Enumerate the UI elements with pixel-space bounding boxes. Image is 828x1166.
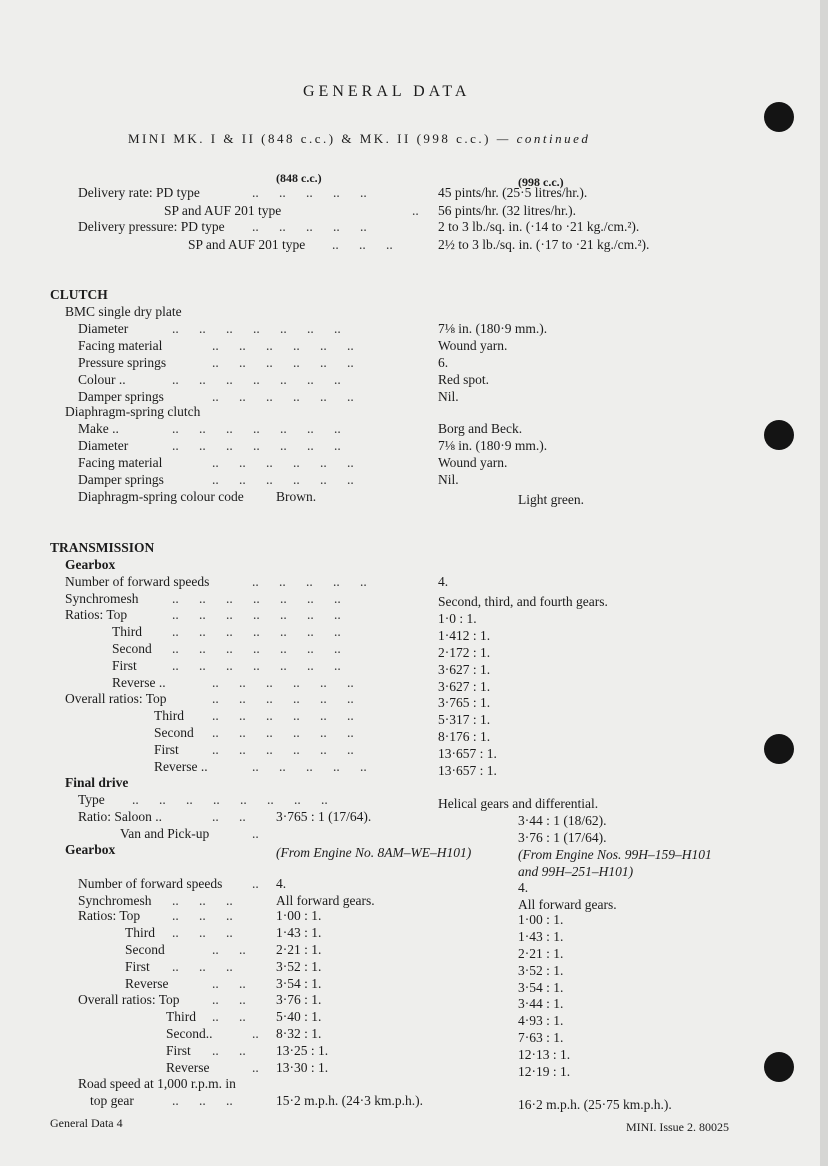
- delivery-pressure-sp-value: 2½ to 3 lb./sq. in. (·17 to ·21 kg./cm.²).: [438, 237, 650, 252]
- overall-third-label: Third: [154, 708, 184, 723]
- leader-dots: .. .. ..: [332, 237, 393, 252]
- leader-dots: .. .. .. .. .. ..: [212, 389, 354, 404]
- sp-auf-label: SP and AUF 201 type: [164, 203, 282, 218]
- g2-ratio-third-848: 1·43 : 1.: [276, 925, 322, 940]
- type-value: Helical gears and differential.: [438, 796, 599, 811]
- leader-dots: .. .. ..: [172, 893, 233, 908]
- g2-ratio-third-998: 1·43 : 1.: [518, 929, 564, 944]
- g2-overall-first-848: 13·25 : 1.: [276, 1043, 329, 1058]
- road-speed-label-b: top gear: [90, 1093, 134, 1108]
- g2-ratio-second-label: Second: [125, 942, 165, 957]
- leader-dots: .. .. ..: [172, 925, 233, 940]
- leader-dots: .. .. .. .. ..: [252, 185, 367, 200]
- g2-overall-reverse-label: Reverse: [166, 1060, 210, 1075]
- ratio-reverse-label: Reverse ..: [112, 675, 166, 690]
- synchromesh-value: Second, third, and fourth gears.: [438, 594, 608, 609]
- g2-overall-top-848: 3·76 : 1.: [276, 992, 322, 1007]
- g2-overall-third-label: Third: [166, 1009, 196, 1024]
- delivery-rate-label: Delivery rate: PD type: [78, 185, 200, 200]
- ratio-third-label: Third: [112, 624, 142, 639]
- forward-speeds-label: Number of forward speeds: [65, 574, 210, 589]
- leader-dots: .. .. .. .. ..: [252, 574, 367, 589]
- leader-dots: .. ..: [212, 992, 246, 1007]
- g2-overall-top-label: Overall ratios: Top: [78, 992, 180, 1007]
- leader-dots: .. .. .. .. .. .. .. ..: [132, 792, 328, 807]
- leader-dots: ..: [252, 876, 259, 891]
- binder-hole-icon: [764, 734, 794, 764]
- type-label: Type: [78, 792, 105, 807]
- pressure-springs-label: Pressure springs: [78, 355, 167, 370]
- g2-ratio-second-848: 2·21 : 1.: [276, 942, 322, 957]
- leader-dots: .. .. .. .. ..: [252, 759, 367, 774]
- ratio-first-value: 3·627 : 1.: [438, 662, 491, 677]
- page-subtitle: [128, 131, 590, 147]
- leader-dots: .. .. .. .. .. ..: [212, 725, 354, 740]
- diameter-value: 7⅛ in. (180·9 mm.).: [438, 321, 548, 336]
- from-engine-848: (From Engine No. 8AM–WE–H101): [276, 845, 472, 860]
- subtitle-main: MINI MK. I & II (848 c.c.) & MK. II (998 c.c.): [128, 131, 492, 146]
- g2-ratio-second-998: 2·21 : 1.: [518, 946, 564, 961]
- leader-dots: .. .. .. .. .. .. ..: [172, 658, 341, 673]
- leader-dots: .. .. ..: [172, 959, 233, 974]
- leader-dots: .. ..: [212, 976, 246, 991]
- road-speed-label-a: Road speed at 1,000 r.p.m. in: [78, 1076, 236, 1091]
- saloon-848-value: 3·765 : 1 (17/64).: [276, 809, 372, 824]
- clutch-heading: CLUTCH: [50, 287, 108, 302]
- leader-dots: ..: [252, 1060, 259, 1075]
- diameter-value: 7⅛ in. (180·9 mm.).: [438, 438, 548, 453]
- g2-overall-first-label: First: [166, 1043, 191, 1058]
- delivery-pressure-label: Delivery pressure: PD type: [78, 219, 225, 234]
- column-header-848: (848 c.c.): [276, 171, 322, 185]
- make-label: Make ..: [78, 421, 119, 436]
- leader-dots: .. .. .. .. .. .. ..: [172, 591, 341, 606]
- binder-hole-icon: [764, 420, 794, 450]
- ratio-first-label: First: [112, 658, 137, 673]
- diameter-label: Diameter: [78, 321, 129, 336]
- pressure-springs-value: 6.: [438, 355, 449, 370]
- ratio-third-value: 1·412 : 1.: [438, 628, 491, 643]
- leader-dots: .. .. .. .. .. .. ..: [172, 421, 341, 436]
- g2-forward-848: 4.: [276, 876, 287, 891]
- subtitle-continued: — continued: [496, 131, 591, 146]
- synchromesh-label: Synchromesh: [65, 591, 139, 606]
- leader-dots: .. .. .. .. .. ..: [212, 455, 354, 470]
- final-drive-heading: Final drive: [65, 775, 129, 790]
- damper-springs-label: Damper springs: [78, 472, 164, 487]
- g2-overall-reverse-998: 12·19 : 1.: [518, 1064, 571, 1079]
- g2-ratio-first-848: 3·52 : 1.: [276, 959, 322, 974]
- diameter-label: Diameter: [78, 438, 129, 453]
- ratio-second-label: Second: [112, 641, 152, 656]
- overall-reverse-label: Reverse ..: [154, 759, 208, 774]
- ratio-reverse-value: 3·627 : 1.: [438, 679, 491, 694]
- ratio-second-value: 2·172 : 1.: [438, 645, 491, 660]
- g2-overall-top-998: 3·44 : 1.: [518, 996, 564, 1011]
- g2-ratio-reverse-848: 3·54 : 1.: [276, 976, 322, 991]
- sp-auf-label: SP and AUF 201 type: [188, 237, 306, 252]
- leader-dots: .. .. .. .. .. .. ..: [172, 624, 341, 639]
- diaphragm-label: Diaphragm-spring clutch: [65, 404, 201, 419]
- g2-overall-second-label: Second..: [166, 1026, 213, 1041]
- colour-code-848: Brown.: [276, 489, 317, 504]
- make-value: Borg and Beck.: [438, 421, 523, 436]
- from-engine-998-b: and 99H–251–H101): [518, 864, 634, 879]
- leader-dots: ..: [252, 1026, 259, 1041]
- leader-dots: .. .. .. .. .. ..: [212, 691, 354, 706]
- leader-dots: .. .. .. .. .. ..: [212, 742, 354, 757]
- leader-dots: .. .. .. .. .. ..: [212, 355, 354, 370]
- delivery-rate-pd-value: 45 pints/hr. (25·5 litres/hr.).: [438, 185, 588, 200]
- g2-overall-reverse-848: 13·30 : 1.: [276, 1060, 329, 1075]
- leader-dots: .. .. ..: [172, 1093, 233, 1108]
- leader-dots: .. .. .. .. .. ..: [212, 472, 354, 487]
- overall-top-label: Overall ratios: Top: [65, 691, 167, 706]
- leader-dots: .. .. .. .. .. ..: [212, 708, 354, 723]
- facing-label: Facing material: [78, 455, 163, 470]
- g2-ratio-top-label: Ratios: Top: [78, 908, 141, 923]
- g2-overall-third-848: 5·40 : 1.: [276, 1009, 322, 1024]
- leader-dots: .. ..: [212, 942, 246, 957]
- g2-forward-label: Number of forward speeds: [78, 876, 223, 891]
- delivery-rate-sp-value: 56 pints/hr. (32 litres/hr.).: [438, 203, 576, 218]
- g2-ratio-top-998: 1·00 : 1.: [518, 912, 564, 927]
- leader-dots: .. .. .. .. ..: [252, 219, 367, 234]
- overall-first-value: 13·657 : 1.: [438, 746, 497, 761]
- overall-second-label: Second: [154, 725, 194, 740]
- facing-value: Wound yarn.: [438, 455, 508, 470]
- leader-dots: .. .. .. .. .. .. ..: [172, 372, 341, 387]
- g2-ratio-reverse-label: Reverse: [125, 976, 169, 991]
- g2-overall-second-998: 7·63 : 1.: [518, 1030, 564, 1045]
- transmission-heading: TRANSMISSION: [50, 540, 155, 555]
- leader-dots: ..: [412, 203, 419, 218]
- g2-ratio-top-848: 1·00 : 1.: [276, 908, 322, 923]
- leader-dots: .. .. .. .. .. ..: [212, 675, 354, 690]
- forward-speeds-value: 4.: [438, 574, 449, 589]
- binder-hole-icon: [764, 1052, 794, 1082]
- overall-third-value: 5·317 : 1.: [438, 712, 491, 727]
- gearbox2-heading: Gearbox: [65, 842, 116, 857]
- g2-ratio-first-998: 3·52 : 1.: [518, 963, 564, 978]
- g2-synchro-998: All forward gears.: [518, 897, 617, 912]
- g2-synchro-848: All forward gears.: [276, 893, 375, 908]
- colour-code-998: Light green.: [518, 492, 584, 507]
- column-header-998: (998 c.c.): [518, 175, 564, 189]
- colour-value: Red spot.: [438, 372, 490, 387]
- leader-dots: .. .. ..: [172, 908, 233, 923]
- g2-ratio-reverse-998: 3·54 : 1.: [518, 980, 564, 995]
- g2-overall-third-998: 4·93 : 1.: [518, 1013, 564, 1028]
- g2-ratio-first-label: First: [125, 959, 150, 974]
- leader-dots: .. .. .. .. .. .. ..: [172, 321, 341, 336]
- delivery-pressure-pd-value: 2 to 3 lb./sq. in. (·14 to ·21 kg./cm.²).: [438, 219, 640, 234]
- ratio-top-value: 1·0 : 1.: [438, 611, 477, 626]
- leader-dots: .. .. .. .. .. .. ..: [172, 641, 341, 656]
- footer-right: MINI. Issue 2. 80025: [626, 1120, 729, 1134]
- gearbox-heading: Gearbox: [65, 557, 116, 572]
- leader-dots: .. ..: [212, 1043, 246, 1058]
- damper-springs-value: Nil.: [438, 472, 459, 487]
- leader-dots: .. ..: [212, 809, 246, 824]
- overall-second-value: 8·176 : 1.: [438, 729, 491, 744]
- overall-first-label: First: [154, 742, 179, 757]
- g2-ratio-third-label: Third: [125, 925, 155, 940]
- from-engine-998-a: (From Engine Nos. 99H–159–H101: [518, 847, 712, 862]
- bmc-label: BMC single dry plate: [65, 304, 182, 319]
- g2-overall-second-848: 8·32 : 1.: [276, 1026, 322, 1041]
- overall-top-value: 3·765 : 1.: [438, 695, 491, 710]
- colour-code-label: Diaphragm-spring colour code: [78, 489, 244, 504]
- g2-overall-first-998: 12·13 : 1.: [518, 1047, 571, 1062]
- damper-springs-value: Nil.: [438, 389, 459, 404]
- overall-reverse-value: 13·657 : 1.: [438, 763, 497, 778]
- van-label: Van and Pick-up: [120, 826, 210, 841]
- road-speed-848: 15·2 m.p.h. (24·3 km.p.h.).: [276, 1093, 423, 1108]
- leader-dots: ..: [252, 826, 259, 841]
- leader-dots: .. .. .. .. .. .. ..: [172, 438, 341, 453]
- road-speed-998: 16·2 m.p.h. (25·75 km.p.h.).: [518, 1097, 672, 1112]
- g2-forward-998: 4.: [518, 880, 529, 895]
- g2-synchro-label: Synchromesh: [78, 893, 152, 908]
- ratio-top-label: Ratios: Top: [65, 607, 128, 622]
- van-998-value: 3·76 : 1 (17/64).: [518, 830, 607, 845]
- saloon-998-value: 3·44 : 1 (18/62).: [518, 813, 607, 828]
- footer-left: General Data 4: [50, 1116, 123, 1130]
- page-edge: [820, 0, 828, 1166]
- ratio-saloon-label: Ratio: Saloon ..: [78, 809, 162, 824]
- facing-value: Wound yarn.: [438, 338, 508, 353]
- colour-label: Colour ..: [78, 372, 126, 387]
- damper-springs-label: Damper springs: [78, 389, 164, 404]
- leader-dots: .. ..: [212, 1009, 246, 1024]
- leader-dots: .. .. .. .. .. ..: [212, 338, 354, 353]
- binder-hole-icon: [764, 102, 794, 132]
- facing-label: Facing material: [78, 338, 163, 353]
- leader-dots: .. .. .. .. .. .. ..: [172, 607, 341, 622]
- page-title: GENERAL DATA: [303, 83, 471, 100]
